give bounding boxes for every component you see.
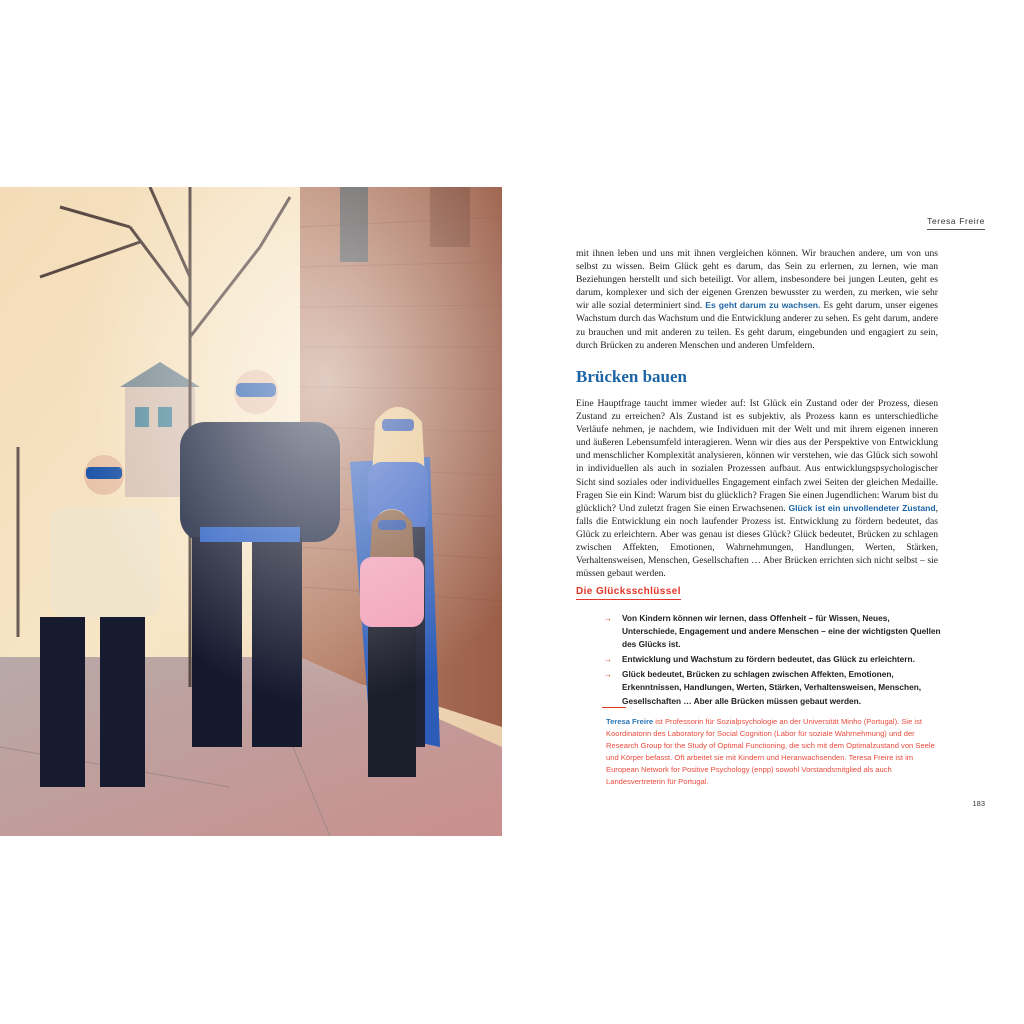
intro-paragraph <box>576 247 938 352</box>
list-item-text: Von Kindern können wir lernen, dass Offenheit – für Wissen, Neues, Unterschiede, Engagement und andere Menschen – eine der wichtigsten Quellen des Glücks ist. <box>622 613 941 650</box>
list-item <box>604 668 944 707</box>
arrow-right-icon: → <box>604 655 612 665</box>
list-item <box>604 612 944 651</box>
list-item <box>604 653 944 666</box>
arrow-right-icon: → <box>604 614 612 623</box>
author-bio <box>606 716 946 788</box>
running-head: Teresa Freire <box>927 216 985 230</box>
keys-list <box>604 612 944 710</box>
intro-text-before: mit ihnen leben und uns mit ihnen vergleichen können. Wir brauchen andere, um von uns selbst zu wissen. Beim Glück geht es darum, das Sein zu erlernen, zu lernen, wie man Beziehungen herstellt und sich beteiligt. Vor allem, insbesondere bei jungen Leuten, geht es darum, komplexer und sich der eigenen Grenzen bewusster zu werden, zu merken, wie sehr wir alle sozial determiniert sind. <box>576 248 938 312</box>
bio-text: ist Professorin für Sozialpsychologie an der Universität Minho (Portugal). Sie ist Koordinatorin des Laboratory for Social Cognition (Labor für soziale Wahrnehmung) und der Research Group for the Study of Optimal Functioning, die sich mit dem Optimalzustand von Seele und Körper befasst. Oft arbeitet sie mit Kindern und Heranwachsenden. Teresa Freire ist im European Network for Positive Psychology (enpp) sowohl Vorstandsmitglied als auch Landesvertreterin für Portugal. <box>606 717 935 786</box>
section-highlight: Glück ist ein unvollendeter Zustand <box>788 502 936 513</box>
bio-name: Teresa Freire <box>606 717 654 726</box>
right-page <box>502 187 1024 836</box>
section-heading: Brücken bauen <box>576 367 687 386</box>
section-text-before: Eine Hauptfrage taucht immer wieder auf: Ist Glück ein Zustand oder der Prozess, diesen Zustand zu erreichen? Als Zustand ist es subjektiv, als Prozess kann es unterschiedliche Verläufe nehmen, je nachdem, wie Individuen mit der Welt und mit ihrem eigenen inneren und äußeren Lebensumfeld interagieren. Wenn wir dies aus der Perspektive von Entwicklung und menschlicher Komplexität analysieren, können wir verstehen, wie das Glück sich sowohl in individuellen als auch in sozialen Prozessen aufbaut. Aus entwicklungspsychologischer Sicht sind soziales oder individuelles Engagement einfach zwei Seiten der gleichen Medaille. Fragen Sie ein Kind: Warum bist du glücklich? Fragen Sie einen Jugendlichen: Warum bist du glücklich? Und zuletzt fragen Sie einen Erwachsenen. <box>576 398 938 514</box>
keys-box-title: Die Glücksschlüssel <box>576 586 681 600</box>
page-number: 183 <box>972 799 985 808</box>
list-item-text: Entwicklung und Wachstum zu fördern bedeutet, das Glück zu erleichtern. <box>622 654 915 665</box>
list-item-text: Glück bedeutet, Brücken zu schlagen zwischen Affekten, Emotionen, Erkenntnissen, Handlungen, Werten, Stärken, Verhaltensweisen, Menschen, Gesellschaften … Aber alle Brücken müssen gebaut werden. <box>622 669 922 706</box>
section-text-after: , falls die Entwicklung ein noch laufender Prozess ist. Entwicklung zu fördern bedeutet, das Glück zu erleichtern. Aber was genau ist dieses Glück? Glück bedeutet, Brücken zu schlagen zwischen Affekten, Emotionen, Wahrnehmungen, Handlungen, Werten, Stärken, Verhaltensweisen, Menschen, Gesellschaften … Aber Brücken errichten sich nicht selbst – sie müssen gebaut werden. <box>576 502 938 580</box>
intro-highlight: Es geht darum zu wachsen. <box>705 300 821 311</box>
section-paragraph <box>576 397 938 580</box>
bio-divider <box>602 707 626 708</box>
superhero-family-photo <box>0 187 502 836</box>
arrow-right-icon: → <box>604 670 612 680</box>
intro-text-after: Es geht darum, unser eigenes Wachstum durch das Wachstum und die Entwicklung anderer zu sehen. Es geht darum, andere zu brauchen und mit anderen zu teilen. Es geht darum, eingebunden und engagiert zu sein, durch Brücken zu anderen Menschen und anderen Umfeldern. <box>576 300 938 351</box>
